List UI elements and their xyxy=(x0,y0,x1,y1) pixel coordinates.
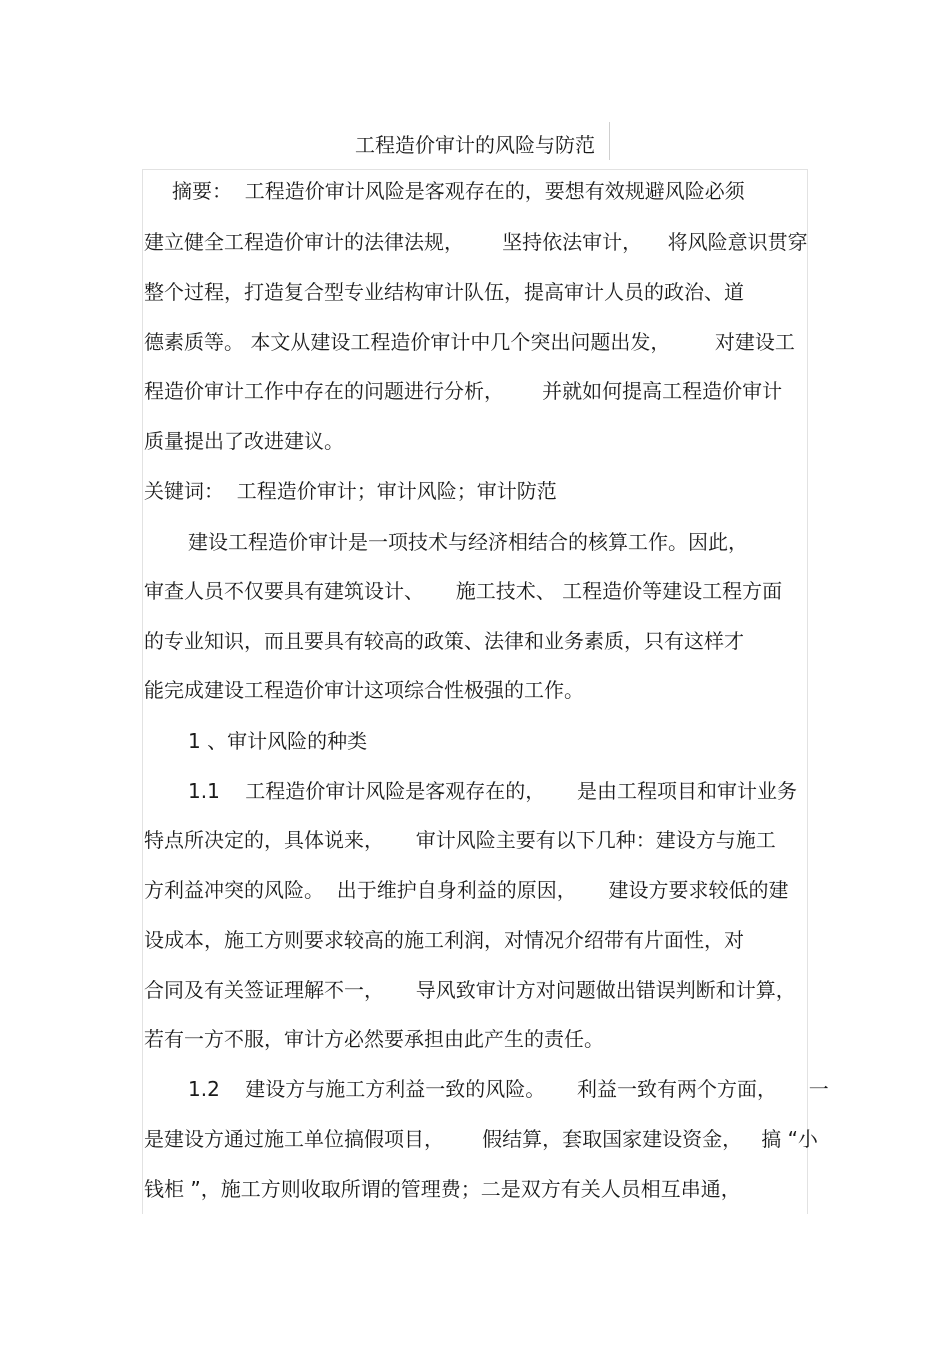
abstract-line: 德素质等。 本文从建设工程造价审计中几个突出问题出发， 对建设工 xyxy=(144,330,795,354)
body-line: 1.1 工程造价审计风险是客观存在的， 是由工程项目和审计业务 xyxy=(188,779,798,803)
body-line: 的专业知识，而且要具有较高的政策、法律和业务素质，只有这样才 xyxy=(144,629,744,653)
body-line: 设成本，施工方则要求较高的施工利润，对情况介绍带有片面性，对 xyxy=(144,928,744,952)
body-line: 审查人员不仅要具有建筑设计、 施工技术、 工程造价等建设工程方面 xyxy=(144,579,783,603)
body-line: 钱柜 ”，施工方则收取所谓的管理费；二是双方有关人员相互串通， xyxy=(144,1177,741,1201)
abstract-line: 整个过程，打造复合型专业结构审计队伍，提高审计人员的政治、道 xyxy=(144,280,744,304)
body-line: 合同及有关签证理解不一， 导风致审计方对问题做出错误判断和计算， xyxy=(144,978,796,1002)
abstract-line: 程造价审计工作中存在的问题进行分析， 并就如何提高工程造价审计 xyxy=(144,379,783,403)
document-title: 工程造价审计的风险与防范 xyxy=(355,133,595,157)
body-line: 建设工程造价审计是一项技术与经济相结合的核算工作。因此， xyxy=(188,530,748,554)
section-heading: 1 、审计风险的种类 xyxy=(188,729,368,753)
body-line: 能完成建设工程造价审计这项综合性极强的工作。 xyxy=(144,678,584,702)
body-line: 是建设方通过施工单位搞假项目， 假结算，套取国家建设资金， 搞 “小 xyxy=(144,1127,818,1151)
body-line: 1.2 建设方与施工方利益一致的风险。 利益一致有两个方面， 一 xyxy=(188,1077,829,1101)
abstract-line: 摘要： 工程造价审计风险是客观存在的，要想有效规避风险必须 xyxy=(172,179,745,203)
keywords-line: 关键词： 工程造价审计；审计风险；审计防范 xyxy=(144,479,557,503)
abstract-line: 建立健全工程造价审计的法律法规， 坚持依法审计， 将风险意识贯穿 xyxy=(144,230,808,254)
abstract-line: 质量提出了改进建议。 xyxy=(144,429,344,453)
text-frame-left-border xyxy=(142,169,143,1214)
body-line: 若有一方不服，审计方必然要承担由此产生的责任。 xyxy=(144,1027,604,1051)
body-line: 特点所决定的，具体说来， 审计风险主要有以下几种：建设方与施工 xyxy=(144,828,776,852)
text-frame-right-border xyxy=(807,169,808,1214)
text-frame-top-border xyxy=(142,169,808,170)
body-line: 方利益冲突的风险。 出于维护自身利益的原因， 建设方要求较低的建 xyxy=(144,878,789,902)
